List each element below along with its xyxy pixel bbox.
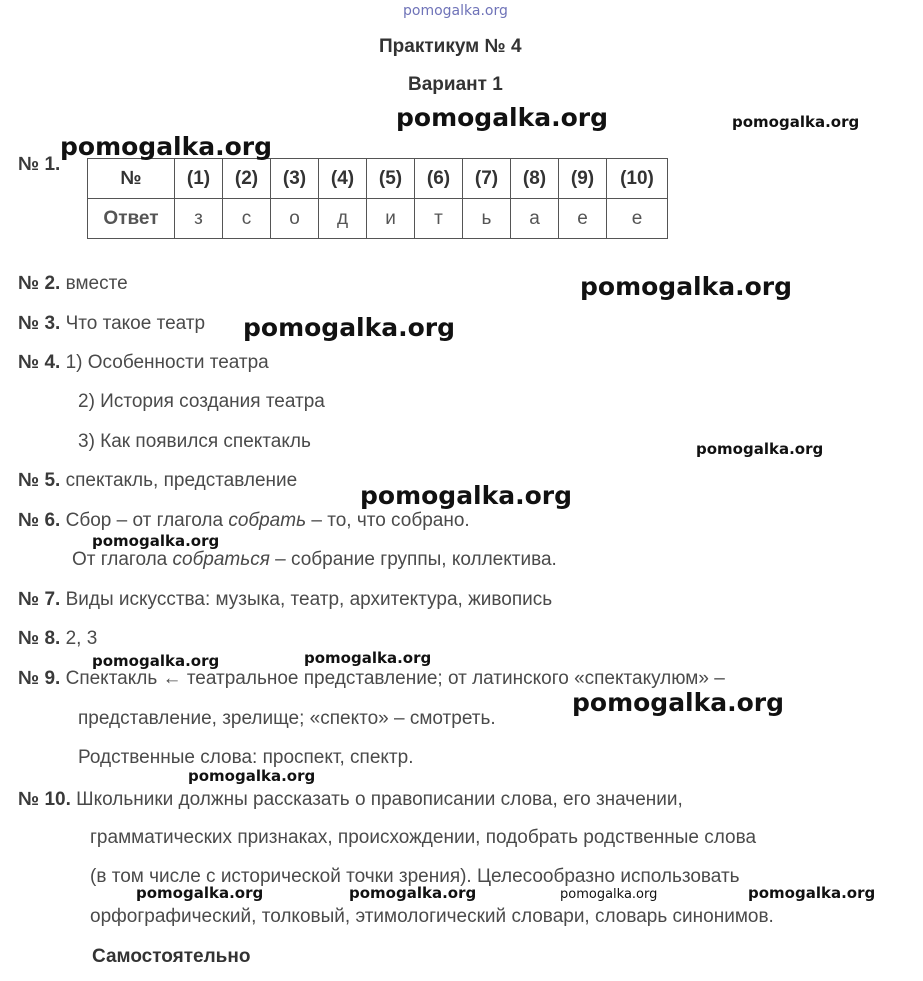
header-cell: (1)	[175, 159, 223, 199]
watermark: pomogalka.org	[304, 649, 432, 667]
task3-label: № 3.	[18, 313, 61, 334]
task10-label: № 10.	[18, 789, 71, 810]
answer-cell: е	[559, 199, 607, 239]
watermark: pomogalka.org	[560, 887, 658, 902]
watermark: pomogalka.org	[580, 272, 793, 301]
page-title: Практикум № 4	[379, 36, 522, 57]
watermark-top: pomogalka.org	[403, 3, 508, 19]
answer-cell: т	[415, 199, 463, 239]
answer-cell: з	[175, 199, 223, 239]
task10-line4: орфографический, толковый, этимологический словари, словарь синонимов.	[90, 906, 774, 927]
header-cell: (9)	[559, 159, 607, 199]
header-label-cell: №	[88, 159, 175, 199]
watermark: pomogalka.org	[696, 440, 824, 458]
task7	[18, 590, 552, 609]
watermark: pomogalka.org	[243, 313, 456, 342]
task4-item: 2) История создания театра	[78, 391, 325, 412]
watermark: pomogalka.org	[349, 884, 477, 902]
watermark: pomogalka.org	[188, 767, 316, 785]
watermark: pomogalka.org	[396, 103, 609, 132]
answer-cell: и	[367, 199, 415, 239]
header-cell: (2)	[223, 159, 271, 199]
task9-line2: представление, зрелище; «спекто» – смотреть.	[78, 708, 496, 729]
task6-line2	[72, 550, 557, 569]
task6-emphasis: собраться	[172, 549, 270, 570]
variant-title: Вариант 1	[408, 74, 503, 95]
task10-line3: (в том числе с исторической точки зрения). Целесообразно использовать	[90, 866, 740, 887]
task8-label: № 8.	[18, 628, 61, 649]
answer-cell: д	[319, 199, 367, 239]
task4-label: № 4.	[18, 352, 61, 373]
header-cell: (8)	[511, 159, 559, 199]
task10-line2: грамматических признаках, происхождении, подобрать родственные слова	[90, 827, 757, 848]
answer-table	[87, 158, 668, 239]
task6-label: № 6.	[18, 510, 61, 531]
answer-table-header-row	[88, 159, 668, 199]
task4	[18, 353, 269, 372]
task5	[18, 471, 297, 490]
task6-line1	[18, 511, 470, 530]
task10-line1	[18, 790, 683, 809]
task2	[18, 274, 128, 293]
task6-text-b: – то, что собрано.	[306, 510, 470, 531]
task8-text: 2, 3	[65, 628, 98, 649]
task6-text-a: От глагола	[72, 549, 173, 570]
task7-label: № 7.	[18, 589, 61, 610]
task10-text: Школьники должны рассказать о правописании слова, его значении,	[76, 789, 683, 810]
watermark: pomogalka.org	[92, 652, 220, 670]
task1-label: № 1.	[18, 154, 61, 175]
task8	[18, 629, 97, 648]
task9-text: Спектакль ← театральное представление; от латинского «спектакулюм» –	[65, 668, 725, 689]
task2-label: № 2.	[18, 273, 61, 294]
task5-label: № 5.	[18, 470, 61, 491]
task6-text-b: – собрание группы, коллектива.	[269, 549, 557, 570]
task9-line3: Родственные слова: проспект, спектр.	[78, 747, 414, 768]
header-cell: (6)	[415, 159, 463, 199]
header-cell: (7)	[463, 159, 511, 199]
header-cell: (10)	[607, 159, 668, 199]
header-cell: (5)	[367, 159, 415, 199]
task6-emphasis: собрать	[228, 510, 307, 531]
task6-text-a: Сбор – от глагола	[65, 510, 229, 531]
watermark: pomogalka.org	[92, 532, 220, 550]
answer-cell: ь	[463, 199, 511, 239]
answer-cell: с	[223, 199, 271, 239]
watermark: pomogalka.org	[732, 113, 860, 131]
task4-item: 3) Как появился спектакль	[78, 431, 311, 452]
task9-line1	[18, 669, 725, 688]
task2-text: вместе	[65, 273, 128, 294]
task3-text: Что такое театр	[65, 313, 206, 334]
watermark: pomogalka.org	[60, 132, 273, 161]
watermark: pomogalka.org	[572, 688, 785, 717]
answer-table-answer-row	[88, 199, 668, 239]
answer-cell: о	[271, 199, 319, 239]
task5-text: спектакль, представление	[65, 470, 298, 491]
task3	[18, 314, 205, 333]
task7-text: Виды искусства: музыка, театр, архитектура, живопись	[65, 589, 553, 610]
header-cell: (4)	[319, 159, 367, 199]
answer-cell: а	[511, 199, 559, 239]
header-cell: (3)	[271, 159, 319, 199]
self-work-heading: Самостоятельно	[92, 946, 251, 967]
watermark: pomogalka.org	[136, 884, 264, 902]
watermark: pomogalka.org	[748, 884, 876, 902]
answer-cell: е	[607, 199, 668, 239]
task4-item: 1) Особенности театра	[65, 352, 269, 373]
task9-label: № 9.	[18, 668, 61, 689]
answer-label-cell: Ответ	[88, 199, 175, 239]
watermark: pomogalka.org	[360, 481, 573, 510]
